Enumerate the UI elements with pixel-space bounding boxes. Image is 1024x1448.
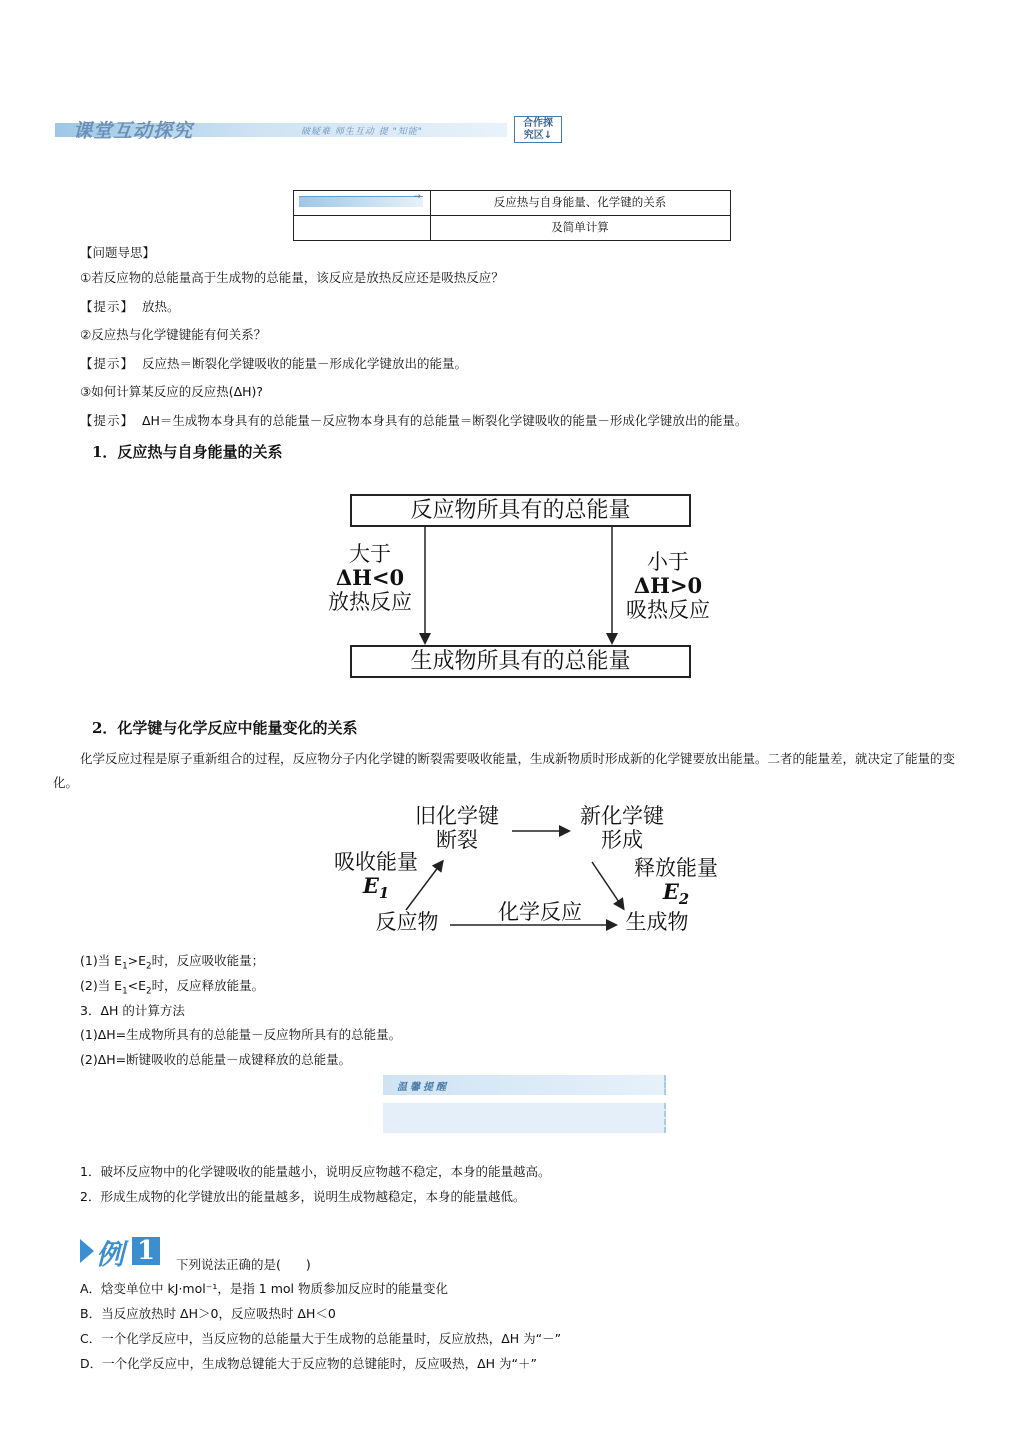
endo-line3: 吸热反应	[626, 598, 710, 622]
topic-tag	[299, 192, 423, 207]
case1-mid: >E	[127, 953, 147, 968]
new-bond-line1: 新化学键	[580, 804, 664, 828]
guide-question-2: ②反应热与化学键键能有何关系？	[80, 327, 267, 342]
case2-pre: (2)当 E	[80, 978, 123, 993]
option-a[interactable]: A．焓变单位中 kJ·mol⁻¹，是指 1 mol 物质参加反应时的能量变化	[80, 1281, 449, 1296]
section2-paragraph-line2: 化。	[53, 775, 79, 790]
case2-post: 时，反应释放能量。	[151, 978, 265, 993]
case-2	[80, 976, 264, 997]
release-text: 释放能量	[634, 856, 718, 880]
product-energy-box: 生成物所具有的总能量	[350, 645, 691, 678]
e1-label	[324, 874, 428, 906]
absorb-text: 吸收能量	[334, 850, 418, 874]
option-c[interactable]: C．一个化学反应中，当反应物的总能量大于生成物的总能量时，反应放热，ΔH 为“－”	[80, 1331, 562, 1346]
answer-text: 反应热＝断裂化学键吸收的能量－形成化学键放出的能量。	[141, 356, 467, 371]
case2-mid: <E	[127, 978, 147, 993]
answer-text: ΔH＝生成物本身具有的总能量－反应物本身具有的总能量＝断裂化学键吸收的能量－形成化学键放出的能量。	[141, 413, 748, 428]
new-bond-line2: 形成	[601, 828, 643, 852]
guide-answer-2	[80, 354, 467, 372]
guide-answer-3	[80, 411, 747, 429]
section3-item-1: (1)ΔH=生成物所具有的总能量－反应物所具有的总能量。	[80, 1027, 402, 1042]
endo-line2: ΔH>0	[633, 573, 703, 598]
tip-item-1: 1．破坏反应物中的化学键吸收的能量越小，说明反应物越不稳定，本身的能量越高。	[80, 1164, 551, 1179]
option-d[interactable]: D．一个化学反应中，生成物总键能大于反应物的总键能时，反应吸热，ΔH 为“＋”	[80, 1356, 538, 1371]
divider	[294, 215, 730, 216]
sub-1: 1	[122, 986, 128, 997]
exo-line1: 大于	[349, 542, 391, 566]
endo-line1: 小于	[647, 550, 689, 574]
example-number: 1	[132, 1237, 160, 1265]
old-bond-label	[405, 804, 509, 852]
e1-subscript: 1	[378, 885, 390, 903]
banner-subtitle: 破疑难 师生互动 提 "知能"	[301, 127, 423, 137]
e2-symbol: E	[662, 879, 679, 904]
option-b[interactable]: B．当反应放热时 ΔH＞0，反应吸热时 ΔH＜0	[80, 1306, 336, 1321]
tips-title: 温馨提醒	[397, 1082, 449, 1093]
sub-1: 1	[122, 961, 128, 972]
topic-title-line2: 及简单计算	[551, 220, 609, 234]
section3-item-2: (2)ΔH=断键吸收的总能量－成键释放的总能量。	[80, 1052, 352, 1067]
new-bond-label	[570, 804, 674, 852]
sub-2: 2	[146, 986, 152, 997]
guide-answer-1	[80, 297, 179, 315]
section1-heading: 1．反应热与自身能量的关系	[92, 443, 283, 461]
guide-question-1: ①若反应物的总能量高于生成物的总能量，该反应是放热反应还是吸热反应？	[80, 270, 504, 285]
section3-heading: 3．ΔH 的计算方法	[80, 1003, 185, 1018]
e2-label	[624, 880, 728, 912]
tip-item-2: 2．形成生成物的化学键放出的能量越多，说明生成物越稳定，本身的能量越低。	[80, 1189, 526, 1204]
absorb-energy-label	[324, 850, 428, 906]
case1-pre: (1)当 E	[80, 953, 123, 968]
triangle-right-icon	[80, 1239, 94, 1263]
energy-relation-diagram	[320, 492, 720, 682]
topic-table	[293, 190, 731, 241]
tips-body	[383, 1103, 666, 1133]
bond-energy-diagram	[320, 800, 740, 945]
tip-label: 【提示】	[80, 356, 135, 371]
release-energy-label	[624, 856, 728, 912]
guide-heading: 【问题导思】	[80, 245, 156, 260]
guide-question-3: ③如何计算某反应的反应热(ΔH)?	[80, 384, 264, 399]
tip-label: 【提示】	[80, 413, 135, 428]
exo-line3: 放热反应	[328, 590, 412, 614]
e2-subscript: 2	[678, 891, 690, 909]
section2-heading: 2．化学键与化学反应中能量变化的关系	[92, 719, 358, 737]
reaction-label: 化学反应	[498, 900, 582, 924]
example-label	[80, 1235, 166, 1271]
e1-symbol: E	[362, 873, 379, 898]
banner-box-line2: 究区↓	[523, 130, 553, 141]
old-bond-line2: 断裂	[436, 828, 478, 852]
product-label: 生成物	[625, 910, 689, 934]
arrow-right-icon: →	[413, 192, 421, 202]
section2-paragraph-line1: 化学反应过程是原子重新组合的过程，反应物分子内化学键的断裂需要吸收能量，生成新物质时形成新的化学键要放出能量。二者的能量差，就决定了能量的变	[80, 751, 956, 766]
banner-box[interactable]	[514, 116, 562, 143]
case-1	[80, 951, 264, 972]
reactant-label: 反应物	[375, 910, 439, 934]
tips-box	[383, 1075, 666, 1133]
tips-header	[383, 1075, 666, 1095]
topic-title-line1: 反应热与自身能量、化学键的关系	[493, 195, 667, 209]
sub-2: 2	[146, 961, 152, 972]
old-bond-line1: 旧化学键	[415, 804, 499, 828]
banner-box-line1: 合作探	[523, 118, 553, 129]
example-question: 下列说法正确的是( )	[176, 1257, 311, 1272]
endothermic-label	[616, 550, 720, 622]
tip-label: 【提示】	[80, 299, 135, 314]
exothermic-label	[320, 542, 420, 614]
exo-line2: ΔH<0	[335, 565, 405, 590]
reactant-energy-box: 反应物所具有的总能量	[350, 494, 691, 527]
example-word: 例	[96, 1238, 125, 1271]
answer-text: 放热。	[141, 299, 180, 314]
case1-post: 时，反应吸收能量；	[151, 953, 265, 968]
banner-title: 课堂互动探究	[73, 120, 194, 142]
section-banner	[55, 116, 567, 144]
